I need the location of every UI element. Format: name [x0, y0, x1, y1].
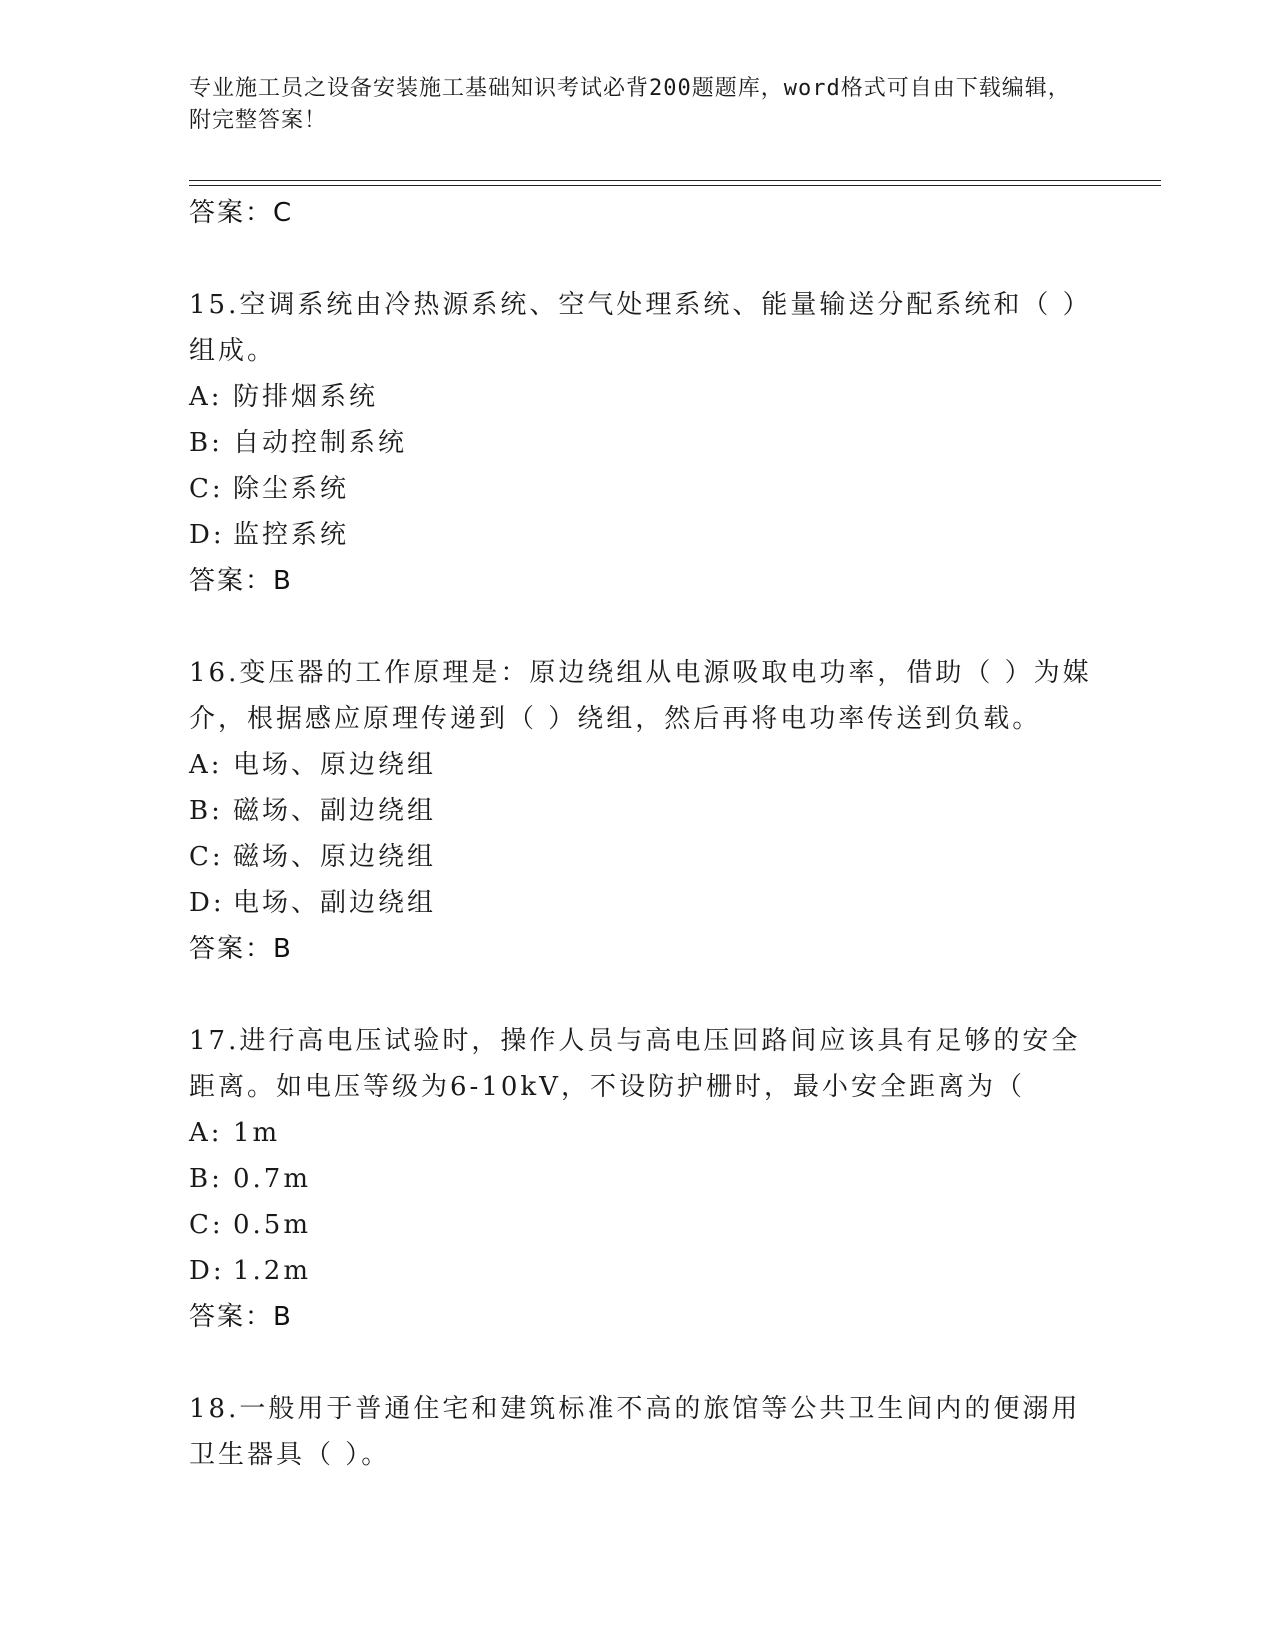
option-key: A: [189, 750, 223, 780]
option-a [189, 742, 1109, 788]
option-d [189, 880, 1109, 926]
document-header: 专业施工员之设备安装施工基础知识考试必背200题题库，word格式可自由下载编辑，附完整答案！ [189, 76, 1071, 133]
option-text: 0.7m [233, 1164, 312, 1194]
option-a [189, 1110, 1109, 1156]
option-key: C: [189, 842, 224, 872]
option-text: 0.5m [233, 1210, 312, 1240]
option-text: 防排烟系统 [233, 382, 379, 412]
option-text: 监控系统 [233, 520, 350, 550]
option-text: 1m [233, 1118, 281, 1148]
option-text: 磁场、副边绕组 [233, 796, 437, 826]
answer-line: 答案：C [189, 198, 294, 228]
option-key: D: [189, 888, 225, 918]
option-key: C: [189, 474, 224, 504]
answer-line: 答案：B [189, 934, 293, 964]
header-divider-bottom [189, 185, 1161, 186]
option-key: B: [189, 796, 223, 826]
option-d [189, 1248, 1109, 1294]
question-stem: 16.变压器的工作原理是：原边绕组从电源吸取电功率，借助（ ）为媒介，根据感应原理传递到（ ）绕组，然后再将电功率传送到负载。 [189, 658, 1092, 734]
option-d [189, 512, 1109, 558]
option-text: 自动控制系统 [233, 428, 408, 458]
question-16 [189, 650, 1109, 972]
option-c [189, 466, 1109, 512]
option-text: 磁场、原边绕组 [233, 842, 437, 872]
header-divider-top [189, 180, 1161, 181]
option-key: A: [189, 1118, 223, 1148]
option-a [189, 374, 1109, 420]
question-list [189, 190, 1109, 1478]
option-key: B: [189, 1164, 223, 1194]
question-18 [189, 1386, 1109, 1478]
option-c [189, 834, 1109, 880]
question-17 [189, 1018, 1109, 1340]
option-text: 电场、原边绕组 [233, 750, 437, 780]
option-key: D: [189, 1256, 225, 1286]
option-c [189, 1202, 1109, 1248]
option-b [189, 788, 1109, 834]
option-text: 1.2m [233, 1256, 312, 1286]
option-b [189, 1156, 1109, 1202]
option-key: A: [189, 382, 223, 412]
option-b [189, 420, 1109, 466]
question-15 [189, 282, 1109, 604]
option-key: C: [189, 1210, 224, 1240]
option-key: B: [189, 428, 223, 458]
answer-line: 答案：B [189, 1302, 293, 1332]
question-stem: 17.进行高电压试验时，操作人员与高电压回路间应该具有足够的安全距离。如电压等级为6-10kV，不设防护栅时，最小安全距离为（ [189, 1026, 1081, 1102]
question-stem: 15.空调系统由冷热源系统、空气处理系统、能量输送分配系统和（ ）组成。 [189, 290, 1092, 366]
option-text: 除尘系统 [233, 474, 350, 504]
question-stem: 18.一般用于普通住宅和建筑标准不高的旅馆等公共卫生间内的便溺用卫生器具（ ）。 [189, 1394, 1081, 1470]
option-text: 电场、副边绕组 [233, 888, 437, 918]
answer-line: 答案：B [189, 566, 293, 596]
option-key: D: [189, 520, 225, 550]
